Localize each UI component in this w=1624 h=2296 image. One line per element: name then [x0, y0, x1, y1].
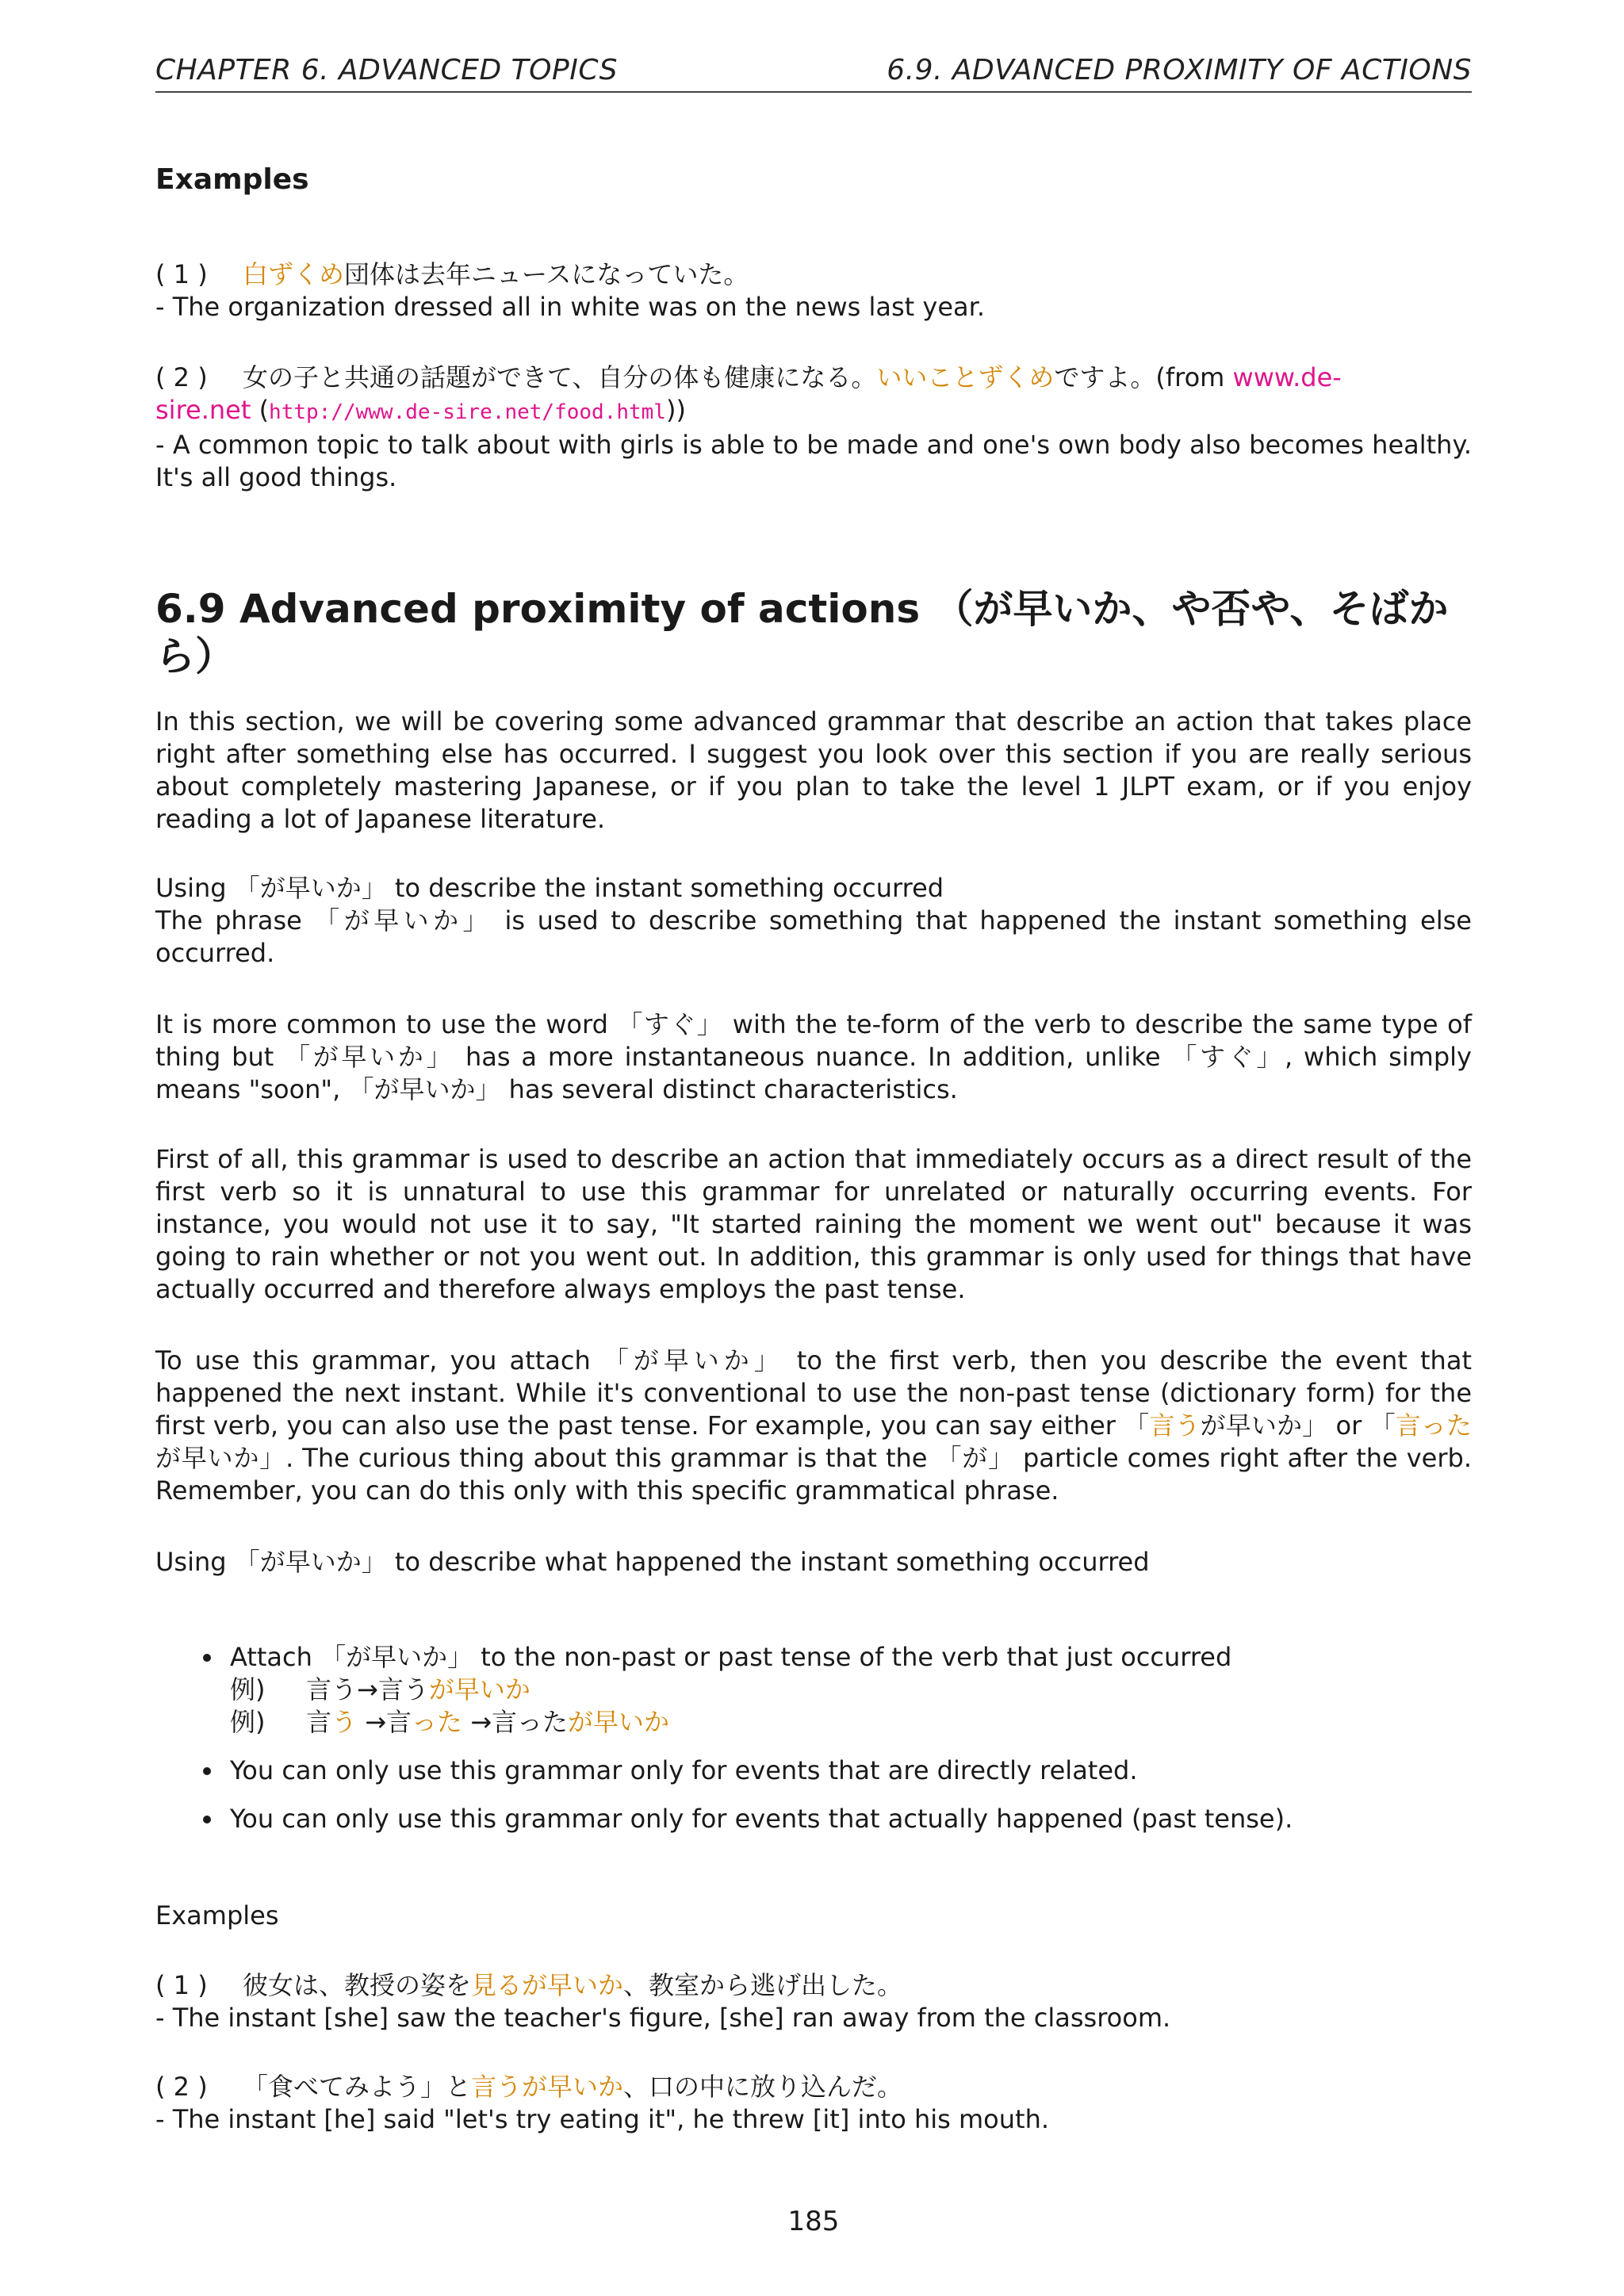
bullet-icon	[203, 1767, 211, 1775]
example-1-translation: - The instant [she] saw the teacher's figure, [she] ran away from the classroom.	[155, 2003, 1171, 2033]
source-link-cont[interactable]: sire.net	[155, 395, 251, 425]
source-link[interactable]: www.de-	[1232, 362, 1342, 392]
conjugation-example-1	[230, 1674, 1472, 1706]
bullet-icon	[203, 1654, 211, 1662]
rule-item-past	[155, 1803, 1472, 1835]
conjugation-paragraph	[155, 1345, 1472, 1507]
example-text-b: 、教室から逃げ出した。	[623, 1970, 903, 2000]
paren-close: ))	[665, 395, 686, 425]
example-number: ( 1 )	[155, 259, 208, 289]
paragraph-text: To use this grammar, you attach 「が早いか」 to the first verb, then you describe the event that happened the next instant. While it's conventional to use the non-past tense (dictionary form) for the first verb, you can also use the past tense. For example, you can say either 「	[155, 1345, 1472, 1441]
highlight-term-2: 言った	[1395, 1410, 1472, 1441]
example-2-top	[155, 362, 1472, 494]
example-number: ( 2 )	[155, 2072, 208, 2102]
highlight-term: 言う	[1149, 1410, 1201, 1441]
example-1-japanese	[155, 1969, 1472, 2002]
example-2-translation: - The instant [he] said "let's try eating it", he threw [it] into his mouth.	[155, 2104, 1050, 2134]
example-1-japanese	[155, 258, 1472, 291]
usage-paragraph: First of all, this grammar is used to describe an action that immediately occurs as a direct result of the first verb so it is unnatural to use this grammar for unrelated or naturally occurring events. For instance, you would not use it to say, "It started raining the moment we went out" because it was going to rain whether or not you went out. In addition, this grammar is only used for things that have actually occurred and therefore always employs the past tense.	[155, 1144, 1472, 1304]
phrase-paragraph: The phrase 「が早いか」 is used to describe something that happened the instant something else occurred.	[155, 905, 1472, 968]
rule-heading: Using 「が早いか」 to describe what happened the instant something occurred	[155, 1547, 1150, 1577]
example-text: 女の子と共通の話題ができて、自分の体も健康になる。	[243, 362, 877, 392]
conj-text: 言う→言う	[306, 1674, 429, 1705]
rules-list	[155, 1641, 1472, 1851]
paren-open: (	[251, 395, 270, 425]
source-url[interactable]: http://www.de-sire.net/food.html	[269, 400, 666, 424]
example-text: 団体は去年ニュースになっていた。	[344, 259, 749, 289]
section-title: 6.9 Advanced proximity of actions （が早いか、や否や、そばから）	[155, 586, 1449, 679]
example-2-japanese	[155, 2071, 1472, 2103]
conj-text: 言	[306, 1707, 332, 1737]
highlight-term: いいことずくめ	[876, 362, 1055, 392]
conj-highlight-3: が早いか	[568, 1707, 670, 1737]
conj-highlight: う	[331, 1707, 358, 1737]
rule-item-related	[155, 1755, 1472, 1787]
highlight-term: 言うが早いか	[471, 2072, 624, 2102]
intro-paragraph: In this section, we will be covering some advanced grammar that describe an action that takes place right after something else has occurred. I suggest you look over this section if you are really serious about completely mastering Japanese, or if you plan to take the level 1 JLPT exam, or if you enjoy reading a lot of Japanese literature.	[155, 706, 1472, 834]
example-1-bottom	[155, 1969, 1472, 2034]
header-section: 6.9. ADVANCED PROXIMITY OF ACTIONS	[887, 54, 1472, 86]
grammar-description	[155, 872, 1472, 970]
conj-text-b: →言	[357, 1707, 412, 1737]
conj-text-c: →言った	[462, 1707, 569, 1737]
example-1-translation: - The organization dressed all in white was on the news last year.	[155, 292, 986, 322]
paragraph-text-b: が早いか」 or 「	[1200, 1410, 1396, 1441]
highlight-term: 白ずくめ	[243, 259, 345, 289]
paragraph-text-c: が早いか」. The curious thing about this grammar is that the 「が」 particle comes right after the verb. Remember, you can do this only with this specific grammatical phrase.	[155, 1443, 1472, 1506]
page-number: 185	[787, 2206, 840, 2237]
header-chapter: CHAPTER 6. ADVANCED TOPICS	[155, 54, 618, 86]
conjugation-example-2	[230, 1706, 1472, 1739]
examples-heading-bottom: Examples	[155, 1900, 279, 1931]
example-label: 例)	[230, 1707, 266, 1737]
subsection-heading: Using 「が早いか」 to describe the instant something occurred	[155, 873, 944, 903]
conj-highlight-2: った	[412, 1707, 463, 1737]
rule-item-attach	[155, 1641, 1472, 1739]
highlight-term: 見るが早いか	[471, 1970, 624, 2000]
rule-text: Attach 「が早いか」 to the non-past or past tense of the verb that just occurred	[230, 1642, 1232, 1672]
rule-text: You can only use this grammar only for events that actually happened (past tense).	[230, 1804, 1293, 1834]
example-2-japanese	[155, 362, 1472, 429]
example-text-b: 、口の中に放り込んだ。	[623, 2072, 903, 2102]
comparison-paragraph: It is more common to use the word 「すぐ」 with the te-form of the verb to describe the same type of thing but 「が早いか」 has a more instantaneous nuance. In addition, unlike 「すぐ」, which simply means "soon", 「が早いか」 has several distinct characteristics.	[155, 1009, 1472, 1104]
example-label: 例)	[230, 1674, 266, 1705]
example-text: 「食べてみよう」と	[243, 2072, 472, 2102]
example-text-b: ですよ。(from	[1054, 362, 1233, 392]
example-text: 彼女は、教授の姿を	[243, 1970, 472, 2000]
examples-heading-top: Examples	[155, 163, 309, 196]
example-number: ( 1 )	[155, 1970, 208, 2000]
rule-text: You can only use this grammar only for events that are directly related.	[230, 1755, 1138, 1785]
example-number: ( 2 )	[155, 362, 208, 392]
example-2-bottom	[155, 2071, 1472, 2136]
bullet-icon	[203, 1816, 211, 1823]
conj-highlight: が早いか	[428, 1674, 530, 1705]
example-1-top	[155, 258, 1472, 323]
running-header	[155, 54, 1472, 93]
example-2-translation: - A common topic to talk about with girls is able to be made and one's own body also becomes healthy. It's all good things.	[155, 430, 1472, 492]
